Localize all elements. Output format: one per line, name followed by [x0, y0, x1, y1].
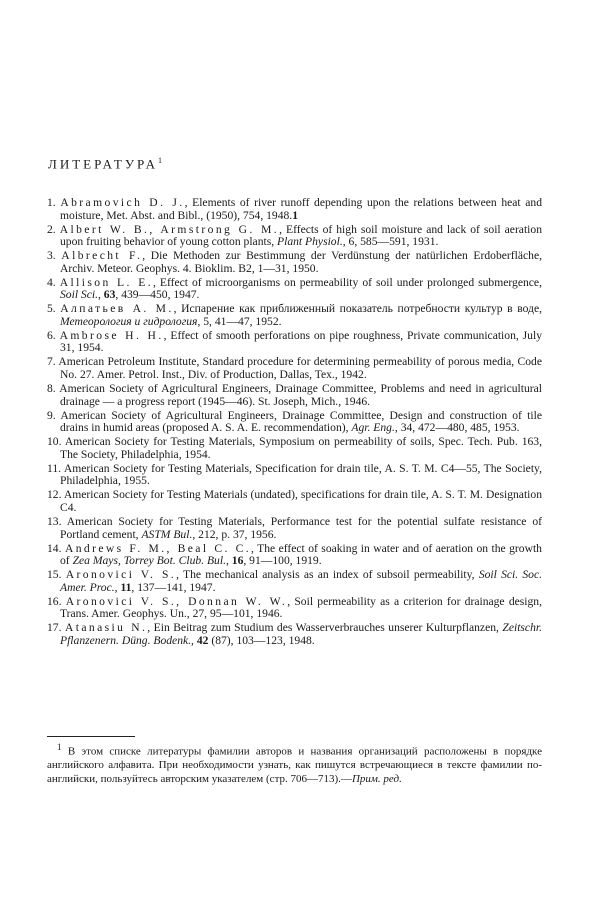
- reference-author: Ambrose H. H.: [59, 328, 164, 342]
- reference-text: , Soil permeability as a criterion for drainage design, Trans. Amer. Geophys. Un., 27, 95—101, 1946.: [60, 594, 542, 621]
- reference-journal: Zea Mays, Torrey Bot. Club. Bul.: [72, 554, 226, 568]
- reference-item: [47, 543, 542, 568]
- reference-journal: Zeitschr. Pflanzenern. Düng. Bodenk.: [60, 621, 542, 647]
- reference-author: Andrews F. M., Beal C. C.: [64, 541, 252, 555]
- reference-item: [47, 596, 542, 621]
- reference-number: 4.: [47, 275, 56, 289]
- footnote-mark: 1: [57, 742, 62, 752]
- reference-item: [47, 277, 542, 302]
- reference-text: , 439—450, 1947.: [115, 288, 200, 302]
- reference-text: American Society for Testing Materials, Specification for drain tile, A. S. T. M. C4—55, The Society, Philadelphia, 1955.: [60, 461, 542, 488]
- reference-number: 14.: [47, 541, 62, 555]
- reference-text: American Petroleum Institute, Standard procedure for determining permeability of porous media, Code No. 27. Amer. Petrol. Inst., Div. of Production, Dallas, Tex., 1942.: [58, 355, 542, 382]
- reference-volume: 1: [292, 208, 298, 222]
- reference-text: , Effect of smooth perforations on pipe roughness, Private communication, July 31, 1954.: [60, 328, 542, 355]
- reference-number: 16.: [47, 594, 62, 608]
- reference-journal: Soil Sci.: [60, 288, 98, 302]
- reference-number: 13.: [47, 514, 62, 528]
- reference-text: , Effect of microorganisms on permeability of soil under prolonged submergence,: [153, 275, 542, 289]
- reference-number: 8.: [47, 382, 56, 396]
- reference-volume: 63: [103, 288, 116, 302]
- reference-text: ,: [114, 580, 121, 594]
- reference-item: [47, 224, 542, 249]
- section-heading: [48, 156, 162, 172]
- reference-item: [47, 197, 542, 222]
- reference-text: , Elements of river runoff depending upon the relations between heat and moisture, Met. Abst. and Bibl.,: [60, 196, 542, 222]
- reference-volume: 11: [120, 580, 132, 594]
- reference-author: Алпатьев А. М.: [60, 302, 174, 316]
- reference-number: 15.: [47, 568, 62, 582]
- reference-item: [47, 463, 542, 488]
- reference-author: Atanasiu N.: [64, 621, 148, 635]
- reference-number: 6.: [47, 328, 56, 342]
- reference-number: 7.: [47, 355, 56, 369]
- reference-text: , 6, 585—591, 1931.: [342, 235, 439, 249]
- reference-list: [47, 197, 542, 649]
- reference-journal: Soil Sci. Soc. Amer. Proc.: [60, 568, 542, 594]
- reference-item: [47, 330, 542, 355]
- reference-number: 3.: [47, 249, 56, 263]
- reference-journal: Метеорология и гидрология: [60, 314, 198, 328]
- reference-author: Albrecht F.: [61, 249, 143, 263]
- reference-number: 5.: [47, 302, 56, 316]
- reference-item: [47, 436, 542, 461]
- reference-text: American Society for Testing Materials, Performance test for the potential sulfate resistance of Portland cement,: [60, 514, 543, 541]
- reference-journal: Plant Physiol.: [277, 235, 343, 249]
- reference-text: , Испарение как приближенный показатель потребности культур в воде,: [173, 302, 542, 316]
- reference-text: ,: [225, 554, 232, 568]
- reference-item: [47, 516, 542, 541]
- reference-volume: 42: [196, 633, 209, 647]
- reference-number: 2.: [47, 222, 56, 236]
- reference-text: , Effects of high soil moisture and lack of soil aeration upon fruiting behavior of young cotton plants,: [60, 222, 542, 249]
- reference-text: ,: [98, 288, 104, 302]
- reference-text: American Society for Testing Materials (undated), specifications for drain tile, A. S. T. M. Designation C4.: [60, 488, 542, 514]
- reference-text: , The mechanical analysis as an index of subsoil permeability,: [176, 568, 479, 582]
- reference-text: American Society for Testing Materials, Symposium on permeability of soils, Spec. Tech. Pub. 163, The Society, Philadelphia, 1954.: [60, 435, 542, 461]
- reference-volume: 16: [231, 554, 244, 568]
- reference-author: Abramovich D. J.: [60, 196, 185, 209]
- reference-text: , 5, 41—47, 1952.: [197, 314, 282, 328]
- footnote-text: В этом списке литературы фамилии авторов и названия организаций расположены в порядке английского алфавита. При необходимости узнать, как пишутся встречающиеся в тексте фамилии по-английски, пользуйтесь авторским указателем (стр. 706—713).—: [47, 745, 542, 786]
- reference-author: Aronovici V. S.: [65, 568, 177, 582]
- reference-text: , The effect of soaking in water and of aeration on the growth of: [60, 541, 542, 568]
- reference-number: 12.: [47, 488, 62, 502]
- reference-number: 11.: [47, 461, 62, 475]
- footnote-editor-note: Прим. ред.: [351, 773, 402, 786]
- reference-text: , Die Methoden zur Bestimmung der Verdünstung der natürlichen Erdoberfläche, Archiv. Meteor. Geophys. 4. Bioklim. B2, 1—31, 1950.: [60, 249, 542, 275]
- reference-author: Albert W. B., Armstrong G. M.: [59, 222, 280, 236]
- reference-author: Allison L. E.: [59, 275, 153, 289]
- reference-item: [47, 410, 542, 435]
- reference-text: , 212, p. 37, 1956.: [192, 527, 277, 541]
- footnote-divider: [47, 736, 135, 737]
- reference-text: , 34, 472—480, 485, 1953.: [394, 421, 520, 435]
- reference-text: (1950), 754, 1948.: [206, 208, 293, 222]
- reference-journal: ASTM Bul.: [141, 527, 193, 541]
- reference-text: , 91—100, 1919.: [243, 554, 322, 568]
- reference-item: [47, 569, 542, 594]
- reference-item: [47, 303, 542, 328]
- reference-text: American Society of Agricultural Engineers, Drainage Committee, Design and construction of tile drains in humid areas (proposed A. S. A. E. recommendation),: [60, 408, 542, 435]
- reference-text: American Society of Agricultural Engineers, Drainage Committee, Problems and need in agricultural drainage — a progress report (1945—46). St. Joseph, Mich., 1946.: [59, 382, 542, 408]
- reference-item: [47, 383, 542, 408]
- reference-number: 17.: [47, 621, 62, 635]
- reference-item: [47, 250, 542, 275]
- reference-journal: Agr. Eng.: [351, 421, 395, 435]
- reference-text: (87), 103—123, 1948.: [208, 633, 315, 647]
- reference-number: 9.: [47, 408, 56, 422]
- heading-title: ЛИТЕРАТУРА: [48, 156, 158, 172]
- reference-item: [47, 489, 542, 514]
- reference-text: , Ein Beitrag zum Studium des Wasserverbrauches unserer Kulturpflanzen,: [147, 621, 503, 635]
- reference-number: 10.: [47, 435, 62, 449]
- footnote: [47, 741, 542, 787]
- reference-text: , 137—141, 1947.: [131, 580, 216, 594]
- reference-text: ,: [191, 633, 197, 647]
- reference-number: 1.: [47, 196, 56, 209]
- reference-author: Aronovici V. S., Donnan W. W.: [65, 594, 288, 608]
- reference-item: [47, 622, 542, 647]
- heading-footnote-mark: 1: [158, 156, 162, 165]
- reference-item: [47, 356, 542, 381]
